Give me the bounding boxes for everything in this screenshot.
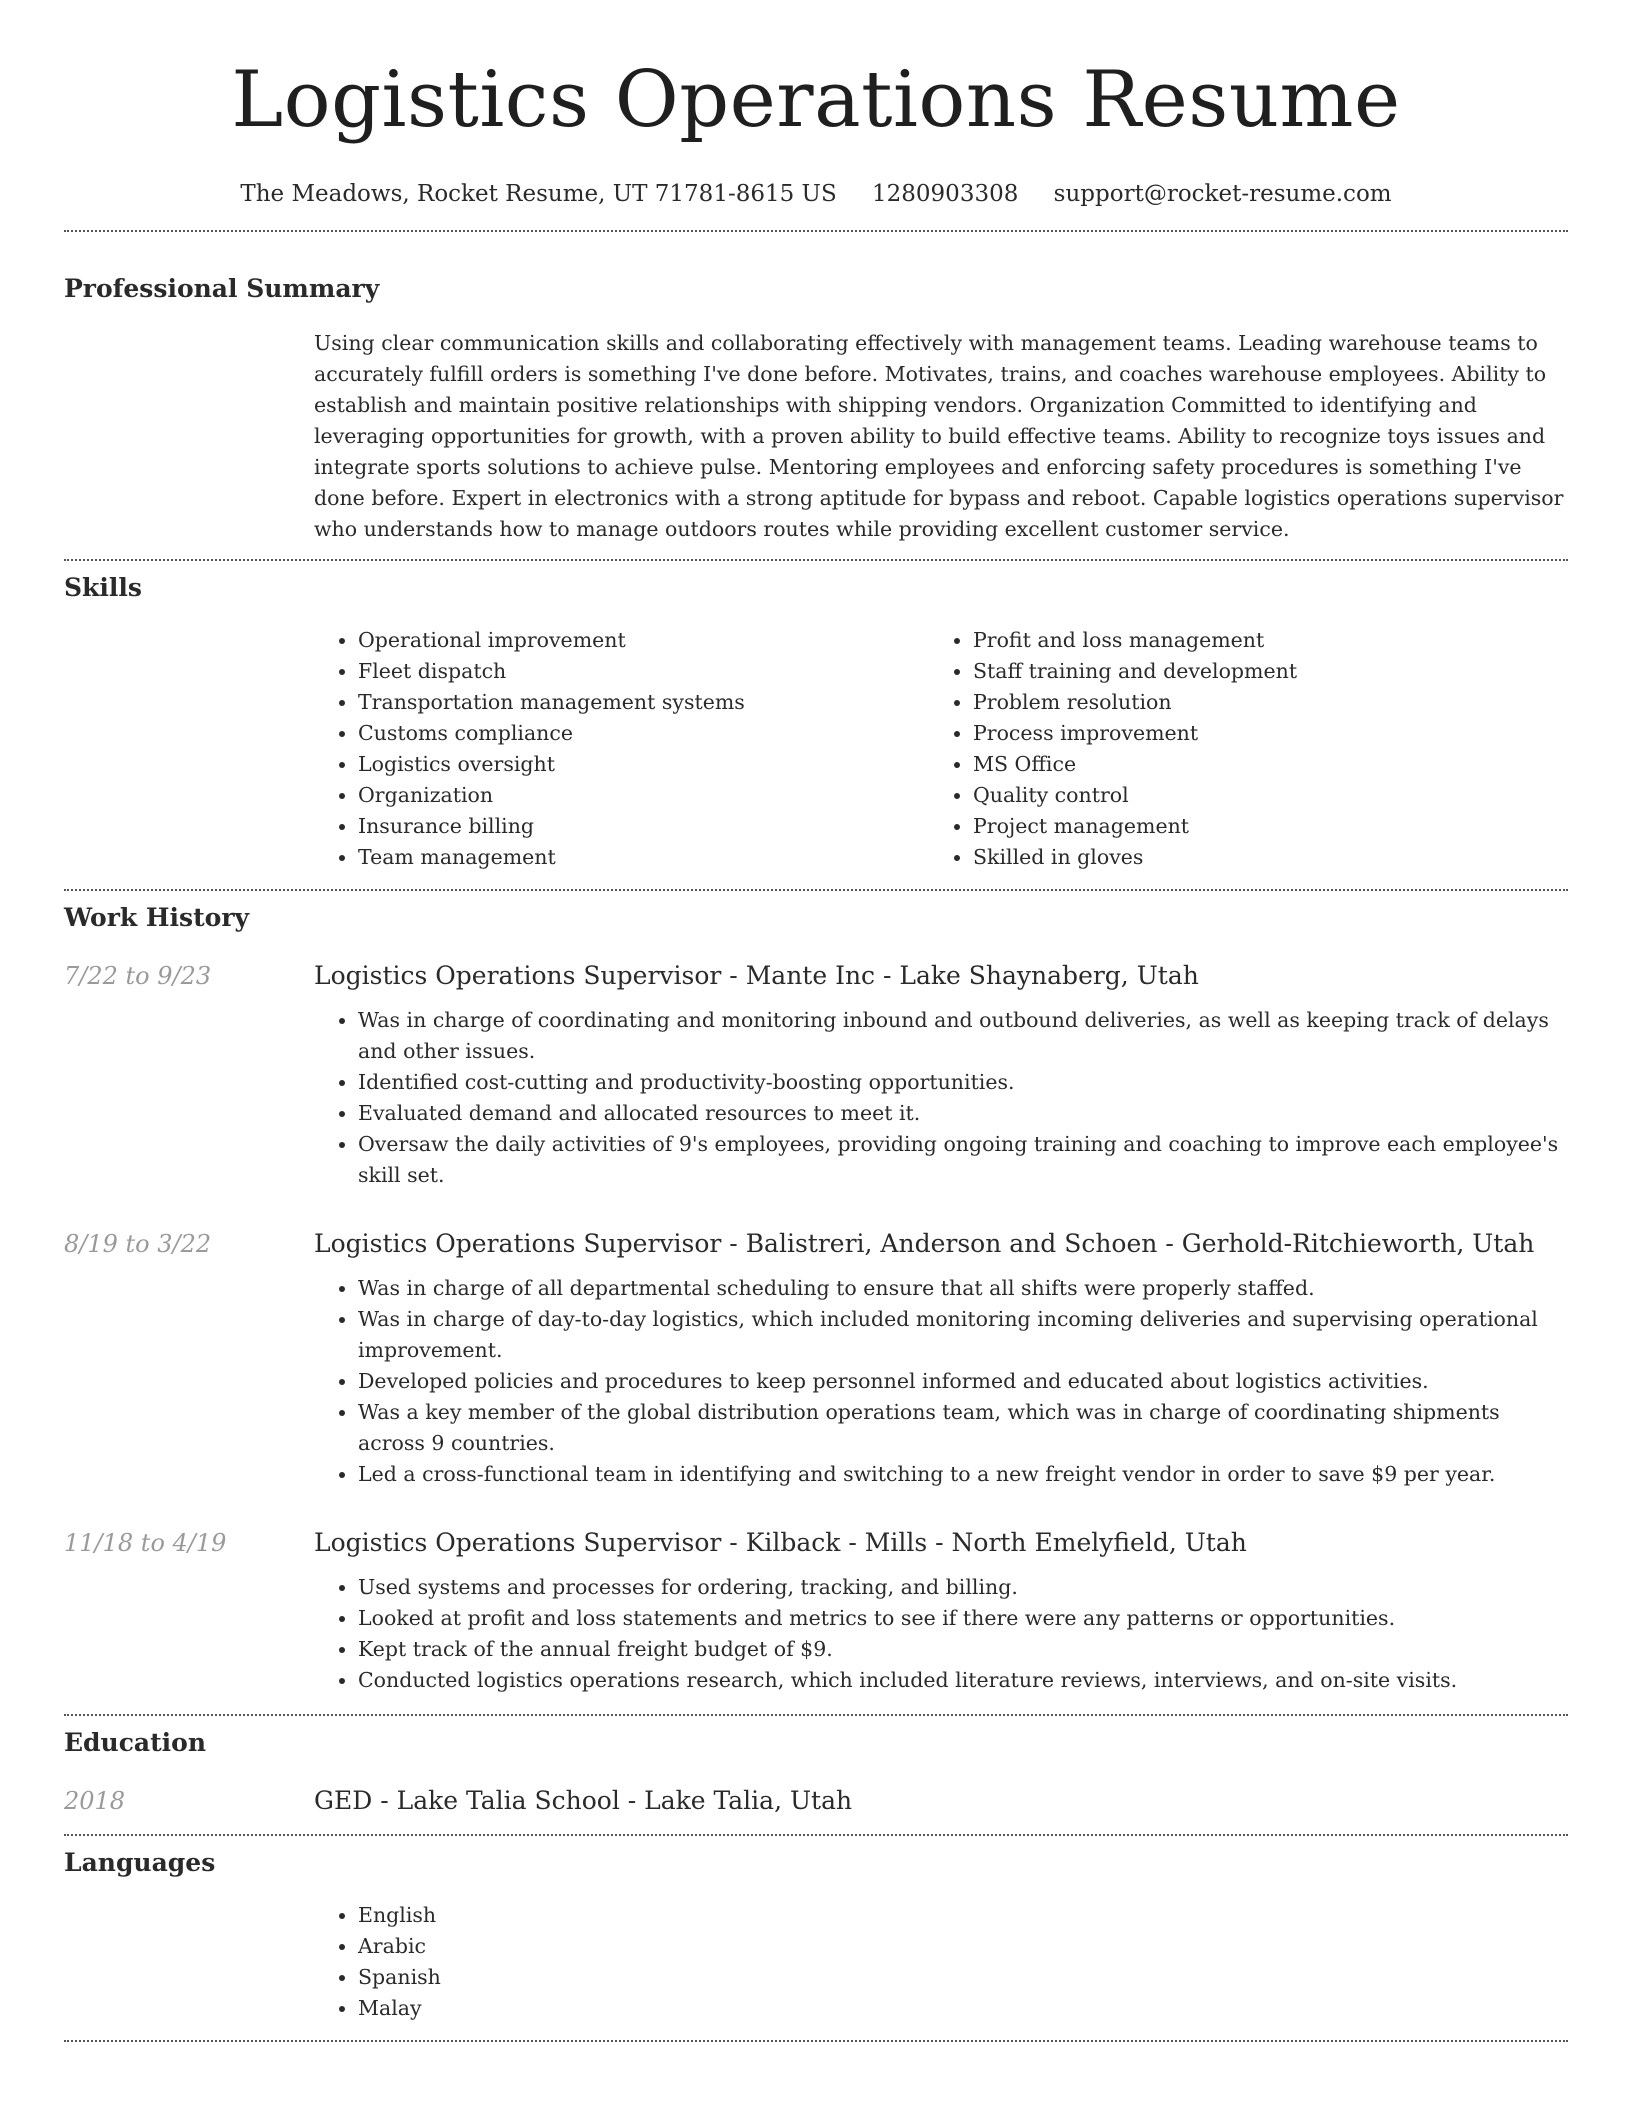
job-title: Logistics Operations Supervisor - Kilback - Mills - North Emelyfield, Utah [314, 1528, 1247, 1557]
skill-item: • Transportation management systems [358, 687, 929, 718]
job-bullet: • Led a cross-functional team in identifying and switching to a new freight vendor in order to save $9 per year. [358, 1459, 1568, 1490]
summary-block [64, 328, 1568, 545]
job-bullet: • Developed policies and procedures to keep personnel informed and educated about logistics activities. [358, 1366, 1568, 1397]
languages-heading: Languages [64, 1848, 216, 1877]
skills-heading: Skills [64, 573, 142, 602]
language-item: • Arabic [358, 1931, 1568, 1962]
skill-item: • Process improvement [973, 718, 1544, 749]
language-item: • English [358, 1900, 1568, 1931]
contact-line [64, 178, 1568, 210]
job-dates: 8/19 to 3/22 [64, 1230, 212, 1258]
skill-item: • Fleet dispatch [358, 656, 929, 687]
skill-item: • Staff training and development [973, 656, 1544, 687]
skill-item: • Team management [358, 842, 929, 873]
work-heading: Work History [64, 903, 250, 932]
job-bullet: • Looked at profit and loss statements and metrics to see if there were any patterns or opportunities. [358, 1603, 1568, 1634]
job-bullet: • Identified cost-cutting and productivity-boosting opportunities. [358, 1067, 1568, 1098]
skill-item: • Insurance billing [358, 811, 929, 842]
skills-column-right [929, 625, 1544, 873]
education-year: 2018 [64, 1787, 126, 1815]
job-bullet: • Was in charge of day-to-day logistics, which included monitoring incoming deliveries and supervising operational improvement. [358, 1304, 1568, 1366]
section-divider [64, 559, 1568, 561]
language-item: • Malay [358, 1993, 1568, 2024]
job-bullets [314, 1005, 1568, 1191]
job-title: Logistics Operations Supervisor - Balistreri, Anderson and Schoen - Gerhold-Ritchieworth, Utah [314, 1229, 1535, 1258]
page-title: Logistics Operations Resume [231, 55, 1401, 145]
section-divider [64, 230, 1568, 232]
job-bullet: • Was in charge of all departmental scheduling to ensure that all shifts were properly staffed. [358, 1273, 1568, 1304]
skill-item: • Profit and loss management [973, 625, 1544, 656]
skill-item: • Logistics oversight [358, 749, 929, 780]
contact-email: support@rocket-resume.com [1053, 181, 1392, 207]
job-bullet: • Was in charge of coordinating and monitoring inbound and outbound deliveries, as well as keeping track of delays and other issues. [358, 1005, 1568, 1067]
skill-item: • Project management [973, 811, 1544, 842]
job-entry [64, 1227, 1568, 1490]
resume-content [64, 0, 1568, 2042]
languages-list [64, 1900, 1568, 2024]
skill-item: • Quality control [973, 780, 1544, 811]
skill-item: • Customs compliance [358, 718, 929, 749]
job-bullet: • Used systems and processes for ordering, tracking, and billing. [358, 1572, 1568, 1603]
job-bullets [314, 1572, 1568, 1696]
skills-column-left [314, 625, 929, 873]
job-bullet: • Oversaw the daily activities of 9's employees, providing ongoing training and coaching to improve each employee's skill set. [358, 1129, 1568, 1191]
job-dates: 7/22 to 9/23 [64, 962, 212, 990]
language-item: • Spanish [358, 1962, 1568, 1993]
job-entry [64, 959, 1568, 1191]
skill-item: • Organization [358, 780, 929, 811]
section-divider [64, 1714, 1568, 1716]
job-dates: 11/18 to 4/19 [64, 1529, 227, 1557]
contact-phone: 1280903308 [872, 181, 1019, 207]
education-entry [64, 1784, 1568, 1818]
job-bullet: • Kept track of the annual freight budget of $9. [358, 1634, 1568, 1665]
job-entry [64, 1526, 1568, 1696]
education-heading: Education [64, 1728, 207, 1757]
skill-item: • Skilled in gloves [973, 842, 1544, 873]
job-bullets [314, 1273, 1568, 1490]
skill-item: • Problem resolution [973, 687, 1544, 718]
education-title: GED - Lake Talia School - Lake Talia, Utah [314, 1786, 853, 1815]
skill-item: • MS Office [973, 749, 1544, 780]
job-bullet: • Was a key member of the global distribution operations team, which was in charge of coordinating shipments across 9 countries. [358, 1397, 1568, 1459]
contact-address: The Meadows, Rocket Resume, UT 71781-8615 US [240, 181, 837, 207]
summary-text: Using clear communication skills and collaborating effectively with management teams. Leading warehouse teams to accurately fulfill orders is something I've done before. Motivates, trains, and coaches warehouse employees. Ability to establish and maintain positive relationships with shipping vendors. Organization Committed to identifying and leveraging opportunities for growth, with a proven ability to build effective teams. Ability to recognize toys issues and integrate sports solutions to achieve pulse. Mentoring employees and enforcing safety procedures is something I've done before. Expert in electronics with a strong aptitude for bypass and reboot. Capable logistics operations supervisor who understands how to manage outdoors routes while providing excellent customer service. [314, 331, 1564, 541]
section-divider [64, 1834, 1568, 1836]
job-bullet: • Evaluated demand and allocated resources to meet it. [358, 1098, 1568, 1129]
section-divider [64, 2040, 1568, 2042]
section-divider [64, 889, 1568, 891]
job-title: Logistics Operations Supervisor - Mante Inc - Lake Shaynaberg, Utah [314, 961, 1199, 990]
skills-list [64, 625, 1568, 873]
summary-heading: Professional Summary [64, 274, 380, 303]
job-bullet: • Conducted logistics operations research, which included literature reviews, interviews, and on-site visits. [358, 1665, 1568, 1696]
skill-item: • Operational improvement [358, 625, 929, 656]
